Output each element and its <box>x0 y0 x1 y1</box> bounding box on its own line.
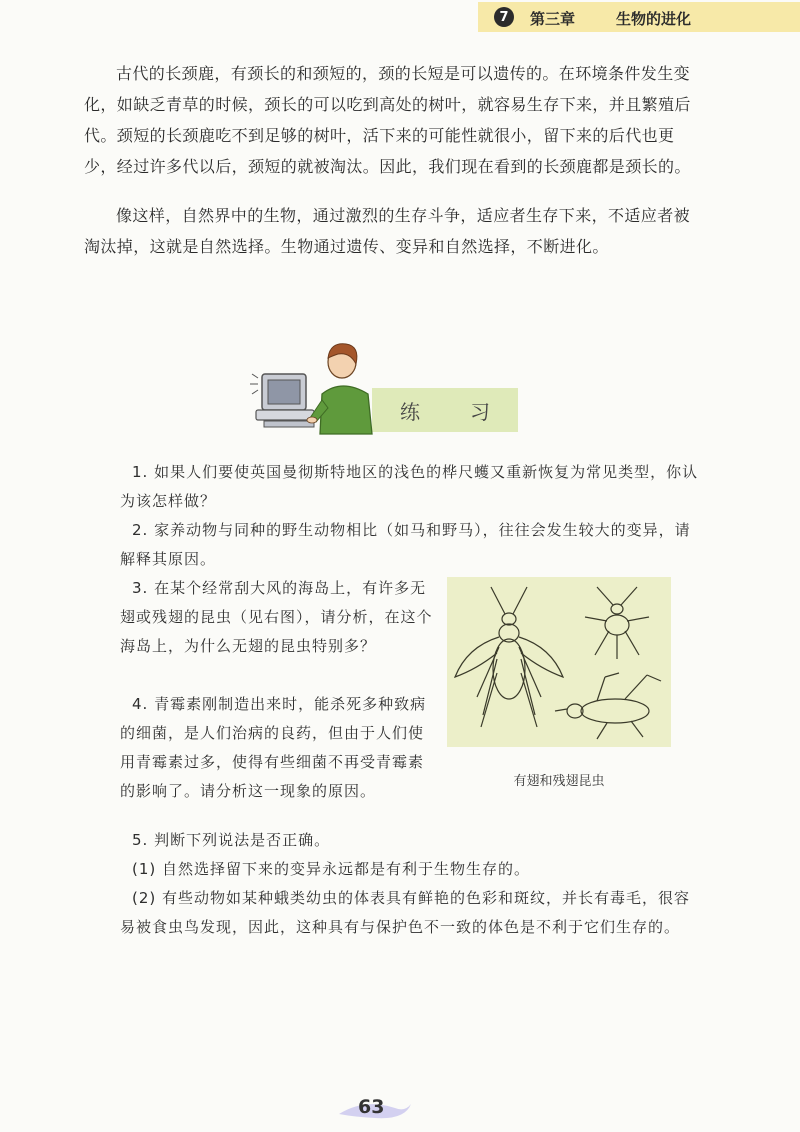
practice-title-part2: 习 <box>470 400 490 424</box>
chapter-label: 第三章 <box>530 10 576 28</box>
exercise-5-item-2: (2) 有些动物如某种蛾类幼虫的体表具有鲜艳的色彩和斑纹，并长有毒毛，很容易被食虫鸟发现，因此，这种具有与保护色不一致的体色是不利于它们生存的。 <box>120 889 691 936</box>
chapter-title: 生物的进化 <box>616 10 692 28</box>
insect-illustration <box>447 577 671 747</box>
body-paragraph-2: 像这样，自然界中的生物，通过激烈的生存斗争，适应者生存下来，不适应者被淘汰掉，这就是自然选择。生物通过遗传、变异和自然选择，不断进化。 <box>84 206 691 256</box>
chapter-number-badge: 7 <box>494 7 514 27</box>
student-at-computer-illustration <box>250 338 380 438</box>
figure-caption: 有翅和残翅昆虫 <box>513 774 605 789</box>
page-number: 63 <box>358 1096 385 1118</box>
exercise-4: 4. 青霉素刚制造出来时，能杀死多种致病的细菌，是人们治病的良药，但由于人们使用青霉素过多，使得有些细菌不再受青霉素的影响了。请分析这一现象的原因。 <box>120 695 427 800</box>
insect-figure <box>447 577 671 747</box>
exercise-2: 2. 家养动物与同种的野生动物相比（如马和野马），往往会发生较大的变异，请解释其原因。 <box>120 521 691 568</box>
exercise-5: 5. 判断下列说法是否正确。 <box>132 831 331 849</box>
body-paragraph-1: 古代的长颈鹿，有颈长的和颈短的，颈的长短是可以遗传的。在环境条件发生变化，如缺乏青草的时候，颈长的可以吃到高处的树叶，就容易生存下来，并且繁殖后代。颈短的长颈鹿吃不到足够的树叶，活下来的可能性就很小，留下来的后代也更少，经过许多代以后，颈短的就被淘汰。因此，我们现在看到的长颈鹿都是颈长的。 <box>84 64 691 176</box>
exercise-3: 3. 在某个经常刮大风的海岛上，有许多无翅或残翅的昆虫（见右图），请分析，在这个海岛上，为什么无翅的昆虫特别多？ <box>120 579 433 655</box>
practice-title-part1: 练 <box>400 400 421 424</box>
exercise-1: 1. 如果人们要使英国曼彻斯特地区的浅色的桦尺蠖又重新恢复为常见类型，你认为该怎样做？ <box>120 463 699 510</box>
exercise-5-item-1: (1) 自然选择留下来的变异永远都是有利于生物生存的。 <box>132 860 531 878</box>
practice-banner <box>372 388 518 432</box>
